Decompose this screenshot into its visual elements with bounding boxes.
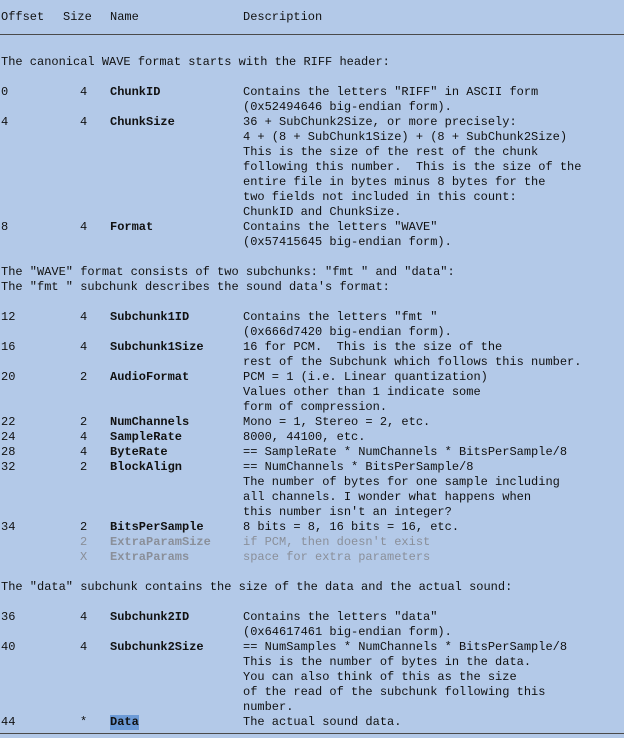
header-name: Name [110,10,139,24]
field-description-line: number. [243,700,294,714]
field-size: 2 [80,520,88,534]
field-description-line: (0x666d7420 big-endian form). [243,325,452,339]
field-size: * [80,715,88,729]
field-name: Subchunk2ID [110,610,190,624]
header-description: Description [243,10,323,24]
field-description-line: == NumChannels * BitsPerSample/8 [243,460,474,474]
field-description-line: This is the size of the rest of the chunk [243,145,539,159]
field-description-line: The number of bytes for one sample including [243,475,560,489]
field-name: AudioFormat [110,370,190,384]
field-description-line: The actual sound data. [243,715,402,729]
field-size: 4 [80,85,88,99]
intro-data: The "data" subchunk contains the size of the data and the actual sound: [1,580,513,594]
field-description-line: ChunkID and ChunkSize. [243,205,402,219]
intro-riff: The canonical WAVE format starts with the RIFF header: [1,55,390,69]
intro-fmt-line-1: The "WAVE" format consists of two subchunks: "fmt " and "data": [1,265,455,279]
field-offset: 36 [1,610,16,624]
field-description-line: == NumSamples * NumChannels * BitsPerSample/8 [243,640,568,654]
field-description-line: Contains the letters "RIFF" in ASCII form [243,85,539,99]
field-description-line: two fields not included in this count: [243,190,517,204]
field-name: ExtraParams [110,550,190,564]
field-description-line: this number isn't an integer? [243,505,452,519]
field-offset: 34 [1,520,16,534]
field-offset: 24 [1,430,16,444]
field-description-line: Contains the letters "WAVE" [243,220,438,234]
field-description-line: (0x52494646 big-endian form). [243,100,452,114]
field-description-line: all channels. I wonder what happens when [243,490,532,504]
field-size: 4 [80,115,88,129]
field-size: 4 [80,310,88,324]
field-description-line: Contains the letters "fmt " [243,310,438,324]
field-description-line: Contains the letters "data" [243,610,438,624]
field-size: X [80,550,88,564]
field-size: 4 [80,340,88,354]
field-description-line: Mono = 1, Stereo = 2, etc. [243,415,431,429]
field-description-line: (0x57415645 big-endian form). [243,235,452,249]
field-size: 4 [80,220,88,234]
field-offset: 4 [1,115,9,129]
field-description-line: form of compression. [243,400,388,414]
field-description-line: 8 bits = 8, 16 bits = 16, etc. [243,520,460,534]
field-size: 4 [80,640,88,654]
field-name: BlockAlign [110,460,183,474]
field-offset: 12 [1,310,16,324]
field-name: Subchunk2Size [110,640,204,654]
field-size: 2 [80,415,88,429]
field-offset: 22 [1,415,16,429]
field-size: 2 [80,460,88,474]
field-name[interactable]: Data [110,715,139,729]
field-name: ExtraParamSize [110,535,211,549]
field-description-line: PCM = 1 (i.e. Linear quantization) [243,370,488,384]
field-name: NumChannels [110,415,190,429]
field-name: BitsPerSample [110,520,204,534]
field-size: 4 [80,445,88,459]
field-name: Subchunk1Size [110,340,204,354]
field-offset: 8 [1,220,9,234]
field-offset: 40 [1,640,16,654]
field-description-line: 36 + SubChunk2Size, or more precisely: [243,115,517,129]
field-offset: 44 [1,715,16,729]
field-name: Subchunk1ID [110,310,190,324]
field-description-line: following this number. This is the size of the [243,160,582,174]
field-description-line: entire file in bytes minus 8 bytes for the [243,175,546,189]
field-description-line: == SampleRate * NumChannels * BitsPerSample/8 [243,445,568,459]
field-description-line: rest of the Subchunk which follows this number. [243,355,582,369]
header-divider [0,34,624,35]
footer-divider [0,733,624,734]
field-name: SampleRate [110,430,183,444]
field-size: 2 [80,535,88,549]
field-description-line: Values other than 1 indicate some [243,385,481,399]
field-name: Format [110,220,154,234]
field-name: ByteRate [110,445,168,459]
field-offset: 16 [1,340,16,354]
field-description-line: 16 for PCM. This is the size of the [243,340,503,354]
field-description-line: if PCM, then doesn't exist [243,535,431,549]
field-description-line: You can also think of this as the size [243,670,517,684]
field-size: 4 [80,610,88,624]
field-description-line: of the read of the subchunk following this [243,685,546,699]
field-name: ChunkSize [110,115,175,129]
field-offset: 32 [1,460,16,474]
intro-fmt-line-2: The "fmt " subchunk describes the sound data's format: [1,280,390,294]
field-offset: 28 [1,445,16,459]
header-offset: Offset [1,10,45,24]
field-description-line: (0x64617461 big-endian form). [243,625,452,639]
field-description-line: 4 + (8 + SubChunk1Size) + (8 + SubChunk2Size) [243,130,568,144]
table-header [0,10,624,26]
field-description-line: This is the number of bytes in the data. [243,655,532,669]
field-offset: 20 [1,370,16,384]
field-description-line: space for extra parameters [243,550,431,564]
field-size: 2 [80,370,88,384]
field-size: 4 [80,430,88,444]
field-description-line: 8000, 44100, etc. [243,430,366,444]
field-name: ChunkID [110,85,161,99]
header-size: Size [63,10,92,24]
field-offset: 0 [1,85,9,99]
